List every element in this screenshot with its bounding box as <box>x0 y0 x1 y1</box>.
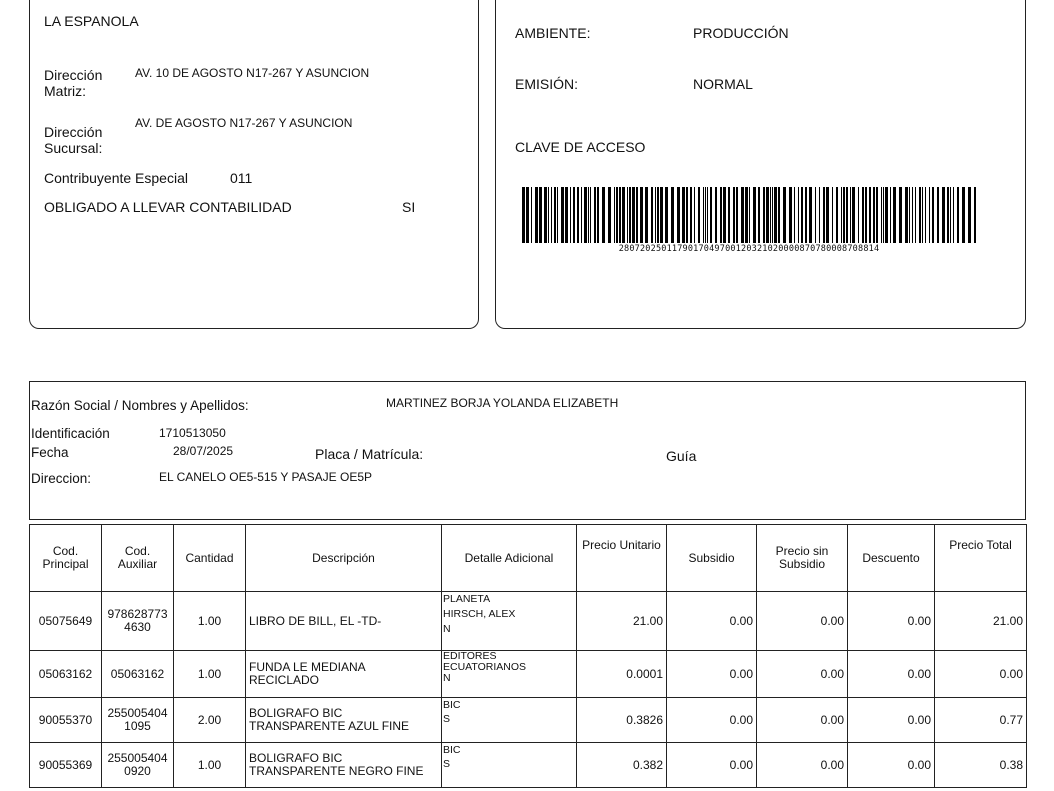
detalle-adicional-cell <box>442 651 577 698</box>
descuento-cell: 0.00 <box>848 651 935 698</box>
barcode-bar <box>660 187 663 243</box>
barcode-bar <box>715 187 717 243</box>
barcode-bar <box>619 187 621 243</box>
barcode-bar <box>929 187 930 243</box>
cod-principal-cell: 05063162 <box>30 651 102 698</box>
precio-total-cell: 0.00 <box>935 651 1027 698</box>
barcode-bar <box>703 187 704 243</box>
barcode-bar <box>581 187 582 243</box>
clave-acceso-label: CLAVE DE ACCESO <box>515 139 646 155</box>
detalle-adicional-cell <box>442 698 577 743</box>
cod-principal-cell: 05075649 <box>30 592 102 651</box>
barcode-bar <box>671 187 674 243</box>
guia-label: Guía <box>666 448 697 464</box>
barcode-bar <box>551 187 552 243</box>
subsidio-cell: 0.00 <box>667 651 757 698</box>
barcode-bar <box>846 187 848 243</box>
header-precio-unitario: Precio Unitario <box>577 525 667 592</box>
detalle-adicional-cell <box>442 743 577 788</box>
barcode-bar <box>758 187 760 243</box>
barcode-bar <box>698 187 700 243</box>
barcode-bar <box>832 187 833 243</box>
barcode-bar <box>557 187 558 243</box>
descuento-cell: 0.00 <box>848 592 935 651</box>
barcode-bar <box>893 187 896 243</box>
ambiente-label: AMBIENTE: <box>515 25 591 41</box>
barcode-bar <box>753 187 756 243</box>
precio-sin-subsidio-cell: 0.00 <box>757 743 848 788</box>
barcode-bar <box>843 187 845 243</box>
precio-unitario-cell: 0.0001 <box>577 651 667 698</box>
precio-unitario-cell: 0.3826 <box>577 698 667 743</box>
table-row <box>30 651 1027 698</box>
barcode-bar <box>912 187 913 243</box>
precio-sin-subsidio-cell: 0.00 <box>757 651 848 698</box>
barcode-bar <box>526 187 529 243</box>
fecha-label: Fecha <box>31 445 69 460</box>
barcode-bar <box>850 187 851 243</box>
cantidad-cell: 2.00 <box>174 698 246 743</box>
direccion-sucursal-value: AV. DE AGOSTO N17-267 Y ASUNCION <box>135 116 353 130</box>
barcode-bar <box>728 187 730 243</box>
barcode-bar <box>974 187 976 243</box>
barcode-bar <box>677 187 680 243</box>
barcode-bar <box>919 187 921 243</box>
barcode-bar <box>707 187 708 243</box>
precio-sin-subsidio-cell: 0.00 <box>757 698 848 743</box>
barcode-bar <box>749 187 750 243</box>
header-cantidad: Cantidad <box>174 525 246 592</box>
barcode-bar <box>801 187 803 243</box>
cod-principal-cell: 90055369 <box>30 743 102 788</box>
barcode-bar <box>705 187 706 243</box>
autorizacion-box <box>495 0 1026 329</box>
barcode-bar <box>862 187 864 243</box>
barcode-bar <box>645 187 648 243</box>
precio-unitario-cell: 21.00 <box>577 592 667 651</box>
barcode-bar <box>805 187 807 243</box>
barcode-bar <box>770 187 771 243</box>
header-detalle-adicional: Detalle Adicional <box>442 525 577 592</box>
barcode-bar <box>577 187 579 243</box>
descripcion-cell: BOLIGRAFO BIC TRANSPARENTE NEGRO FINE <box>246 743 442 788</box>
barcode-bar <box>636 187 638 243</box>
barcode-bar <box>651 187 653 243</box>
barcode-bar <box>968 187 971 243</box>
barcode-bar <box>947 187 949 243</box>
barcode-bar <box>852 187 855 243</box>
precio-total-cell: 21.00 <box>935 592 1027 651</box>
barcode-bar <box>890 187 891 243</box>
header-precio-sin-subsidio: Precio sin Subsidio <box>757 525 848 592</box>
precio-sin-subsidio-cell: 0.00 <box>757 592 848 651</box>
barcode-bar <box>554 187 556 243</box>
detalle-adicional-cell <box>442 592 577 651</box>
barcode-bar <box>950 187 951 243</box>
barcode-bar <box>544 187 547 243</box>
barcode-bar <box>608 187 611 243</box>
barcode-bar <box>826 187 829 243</box>
subsidio-cell: 0.00 <box>667 743 757 788</box>
barcode-bar <box>819 187 820 243</box>
header-subsidio: Subsidio <box>667 525 757 592</box>
barcode-bar <box>535 187 538 243</box>
ambiente-value: PRODUCCIÓN <box>693 25 789 41</box>
barcode-bar <box>710 187 712 243</box>
barcode-bar <box>865 187 867 243</box>
precio-unitario-cell: 0.382 <box>577 743 667 788</box>
barcode-bar <box>522 187 525 243</box>
razon-social-value: MARTINEZ BORJA YOLANDA ELIZABETH <box>386 396 619 410</box>
barcode-bar <box>531 187 532 243</box>
obligado-label: OBLIGADO A LLEVAR CONTABILIDAD <box>44 199 292 215</box>
barcode-bar <box>694 187 695 243</box>
barcode-bar <box>736 187 738 243</box>
barcode-bar <box>932 187 934 243</box>
barcode-bar <box>783 187 786 243</box>
barcode-bar <box>602 187 605 243</box>
barcode-image <box>522 187 976 243</box>
barcode-bar <box>823 187 825 243</box>
descuento-cell: 0.00 <box>848 698 935 743</box>
barcode-bar <box>858 187 859 243</box>
barcode-bar <box>590 187 591 243</box>
barcode-bar <box>573 187 575 243</box>
barcode-bar <box>789 187 792 243</box>
barcode-bar <box>915 187 916 243</box>
barcode-bar <box>883 187 884 243</box>
barcode-bar <box>622 187 625 243</box>
barcode-bar <box>614 187 615 243</box>
items-header-row <box>30 525 1027 592</box>
detalle-adicional-text: EDITORES ECUATORIANOS N <box>443 650 527 684</box>
barcode-bar <box>905 187 908 243</box>
barcode-bar <box>909 187 910 243</box>
descuento-cell: 0.00 <box>848 743 935 788</box>
precio-total-cell: 0.77 <box>935 698 1027 743</box>
barcode-bar <box>772 187 773 243</box>
cod-auxiliar-cell: 978628773 4630 <box>102 592 174 651</box>
barcode-bar <box>885 187 888 243</box>
clave-acceso-numero: 2807202501179017049700120321020000870780008708814 <box>618 244 880 254</box>
barcode-bar <box>561 187 564 243</box>
barcode-bar <box>570 187 571 243</box>
barcode-bar <box>925 187 926 243</box>
detalle-adicional-text: BIC S <box>443 744 461 770</box>
barcode-bar <box>815 187 816 243</box>
barcode-bar <box>881 187 882 243</box>
identificacion-label: Identificación <box>31 426 110 441</box>
cod-auxiliar-cell: 255005404 1095 <box>102 698 174 743</box>
header-cod-principal: Cod. Principal <box>30 525 102 592</box>
contribuyente-value: 011 <box>230 170 253 186</box>
barcode-bar <box>632 187 635 243</box>
barcode-bar <box>962 187 965 243</box>
descripcion-cell: FUNDA LE MEDIANA RECICLADO <box>246 651 442 698</box>
barcode-bar <box>690 187 692 243</box>
barcode-bar <box>809 187 812 243</box>
barcode-bar <box>766 187 769 243</box>
barcode-bar <box>584 187 587 243</box>
emision-label: EMISIÓN: <box>515 76 579 92</box>
cod-principal-cell: 90055370 <box>30 698 102 743</box>
identificacion-value: 1710513050 <box>159 426 226 440</box>
barcode-bar <box>841 187 842 243</box>
table-row <box>30 698 1027 743</box>
barcode-bar <box>657 187 659 243</box>
barcode-bar <box>937 187 939 243</box>
header-descuento: Descuento <box>848 525 935 592</box>
barcode-bar <box>798 187 799 243</box>
barcode-bar <box>588 187 589 243</box>
barcode-bar <box>774 187 777 243</box>
barcode-bar <box>548 187 549 243</box>
barcode-bar <box>745 187 748 243</box>
barcode-bar <box>720 187 722 243</box>
barcode-bar <box>629 187 631 243</box>
barcode-bar <box>655 187 656 243</box>
barcode-bar <box>741 187 744 243</box>
cantidad-cell: 1.00 <box>174 592 246 651</box>
direccion-matriz-label: Dirección Matriz: <box>44 67 103 99</box>
barcode-bar <box>942 187 945 243</box>
header-descripcion: Descripción <box>246 525 442 592</box>
detalle-adicional-text: BIC S <box>443 699 461 725</box>
subsidio-cell: 0.00 <box>667 592 757 651</box>
barcode-bar <box>686 187 688 243</box>
barcode-bar <box>763 187 765 243</box>
barcode-bar <box>682 187 685 243</box>
barcode-bar <box>869 187 871 243</box>
cantidad-cell: 1.00 <box>174 743 246 788</box>
cod-auxiliar-cell: 05063162 <box>102 651 174 698</box>
table-row <box>30 743 1027 788</box>
barcode-bar <box>733 187 735 243</box>
direccion-matriz-value: AV. 10 DE AGOSTO N17-267 Y ASUNCION <box>135 66 370 80</box>
precio-total-cell: 0.38 <box>935 743 1027 788</box>
barcode-bar <box>616 187 618 243</box>
direccion-sucursal-label: Dirección Sucursal: <box>44 124 103 156</box>
barcode-bar <box>665 187 668 243</box>
placa-label: Placa / Matrícula: <box>315 446 424 462</box>
descripcion-cell: BOLIGRAFO BIC TRANSPARENTE AZUL FINE <box>246 698 442 743</box>
header-cod-auxiliar: Cod. Auxiliar <box>102 525 174 592</box>
obligado-value: SI <box>402 199 416 215</box>
barcode-bar <box>565 187 568 243</box>
fecha-value: 28/07/2025 <box>173 444 234 458</box>
emision-value: NORMAL <box>693 76 753 92</box>
detalle-adicional-text: PLANETA HIRSCH, ALEX N <box>443 593 516 635</box>
barcode-bar <box>594 187 596 243</box>
barcode-bar <box>778 187 780 243</box>
cod-auxiliar-cell: 255005404 0920 <box>102 743 174 788</box>
barcode-bar <box>957 187 959 243</box>
barcode-bar <box>899 187 902 243</box>
barcode-bar <box>597 187 599 243</box>
cantidad-cell: 1.00 <box>174 651 246 698</box>
header-precio-total: Precio Total <box>935 525 1027 592</box>
barcode-bar <box>794 187 795 243</box>
subsidio-cell: 0.00 <box>667 698 757 743</box>
barcode-bar <box>922 187 923 243</box>
barcode-bar <box>627 187 628 243</box>
contribuyente-label: Contribuyente Especial <box>44 170 188 186</box>
barcode-bar <box>876 187 878 243</box>
barcode-bar <box>873 187 875 243</box>
direccion-label: Direccion: <box>31 471 92 486</box>
emisor-box <box>29 0 479 329</box>
descripcion-cell: LIBRO DE BILL, EL -TD- <box>246 592 442 651</box>
barcode-bar <box>640 187 643 243</box>
razon-social-label: Razón Social / Nombres y Apellidos: <box>31 398 249 413</box>
barcode-bar <box>539 187 542 243</box>
barcode-bar <box>723 187 726 243</box>
barcode-bar <box>836 187 838 243</box>
barcode-bar <box>953 187 954 243</box>
emisor-nombre: LA ESPANOLA <box>44 13 139 29</box>
direccion-value: EL CANELO OE5-515 Y PASAJE OE5P <box>159 470 372 484</box>
table-row <box>30 592 1027 651</box>
items-table <box>29 524 1027 788</box>
